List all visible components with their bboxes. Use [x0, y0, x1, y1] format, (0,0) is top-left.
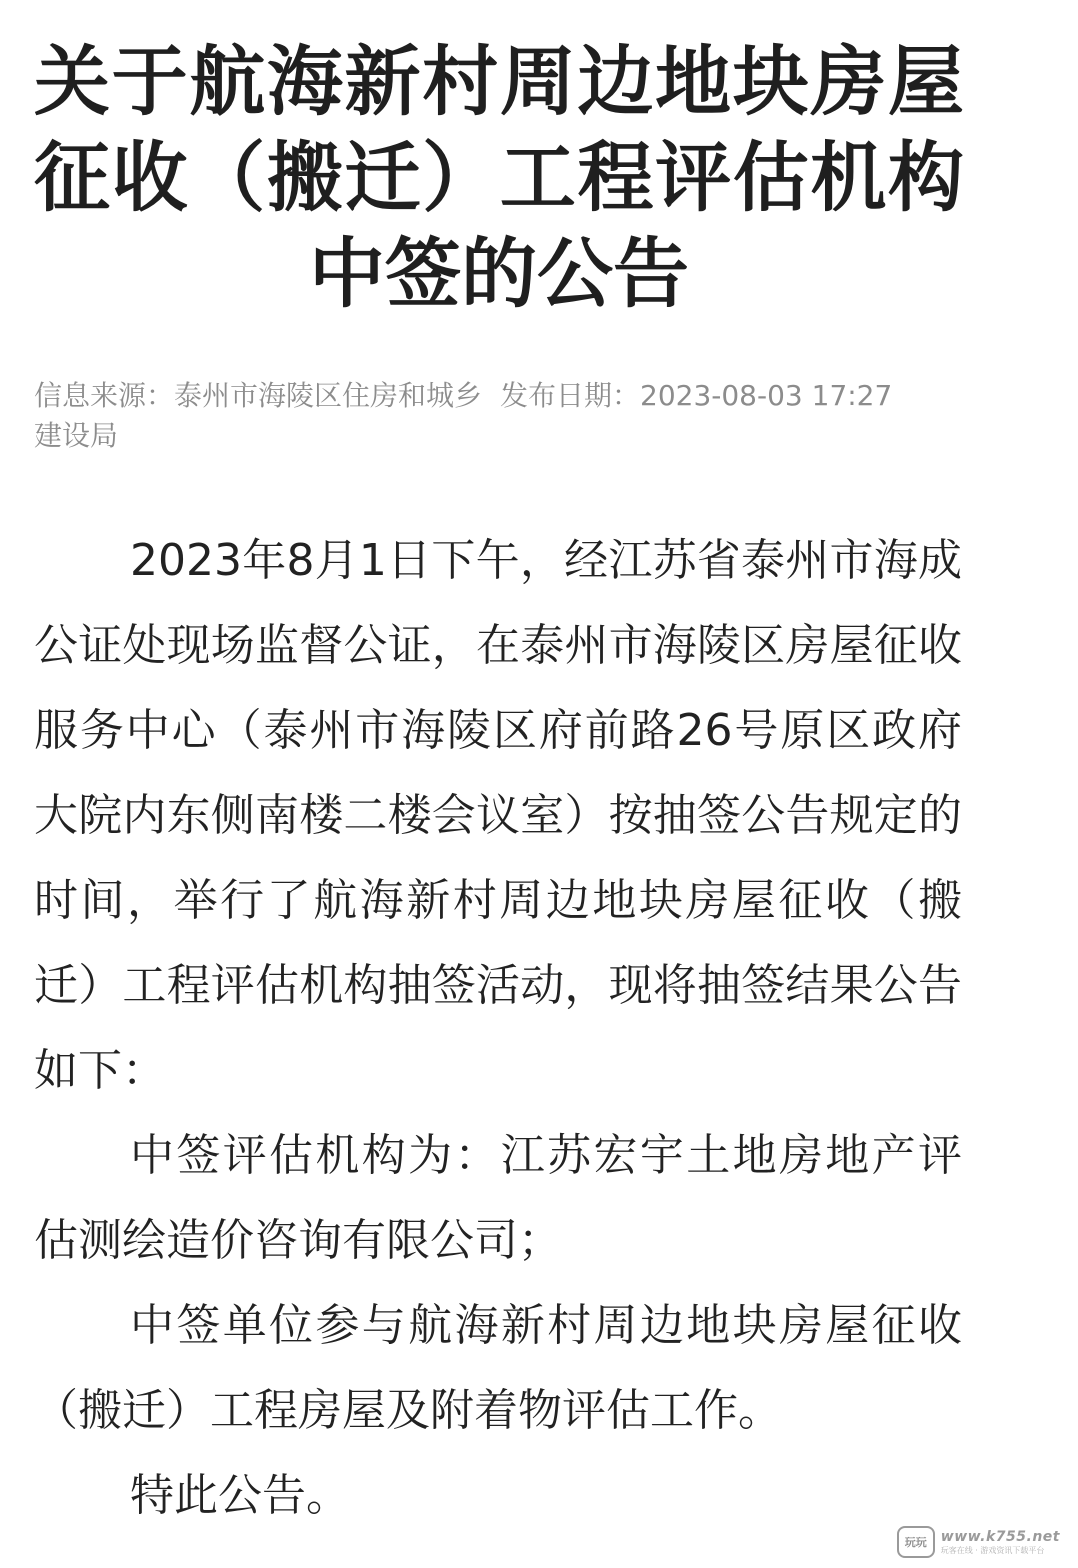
paragraph-closing: 特此公告。: [130, 1470, 350, 1521]
article-meta: [34, 376, 934, 456]
watermark-text: [941, 1529, 1060, 1556]
article-body: [34, 518, 962, 1538]
watermark-tagline: 玩客在线 · 游戏资讯下载平台: [940, 1545, 1045, 1555]
watermark-site: www.k755.net: [940, 1528, 1060, 1545]
info-source: 信息来源：泰州市海陵区住房和城乡建设局: [34, 379, 483, 452]
paragraph-winner: 中签评估机构为：江苏宏宇土地房地产评估测绘造价咨询有限公司；: [34, 1130, 962, 1266]
paragraph-intro: 2023年8月1日下午，经江苏省泰州市海成公证处现场监督公证，在泰州市海陵区房屋征收服务中心（泰州市海陵区府前路26号原区政府大院内东侧南楼二楼会议室）按抽签公告规定的时间，举行了航海新村周边地块房屋征收（搬迁）工程评估机构抽签活动，现将抽签结果公告如下：: [34, 535, 962, 1096]
site-watermark: [897, 1526, 1060, 1558]
watermark-logo-icon: 玩玩: [897, 1526, 935, 1558]
paragraph-scope: 中签单位参与航海新村周边地块房屋征收（搬迁）工程房屋及附着物评估工作。: [34, 1300, 962, 1436]
page-title: 关于航海新村周边地块房屋征收（搬迁）工程评估机构中签的公告: [34, 37, 964, 318]
publish-date: 发布日期：2023-08-03 17:27: [500, 379, 893, 412]
